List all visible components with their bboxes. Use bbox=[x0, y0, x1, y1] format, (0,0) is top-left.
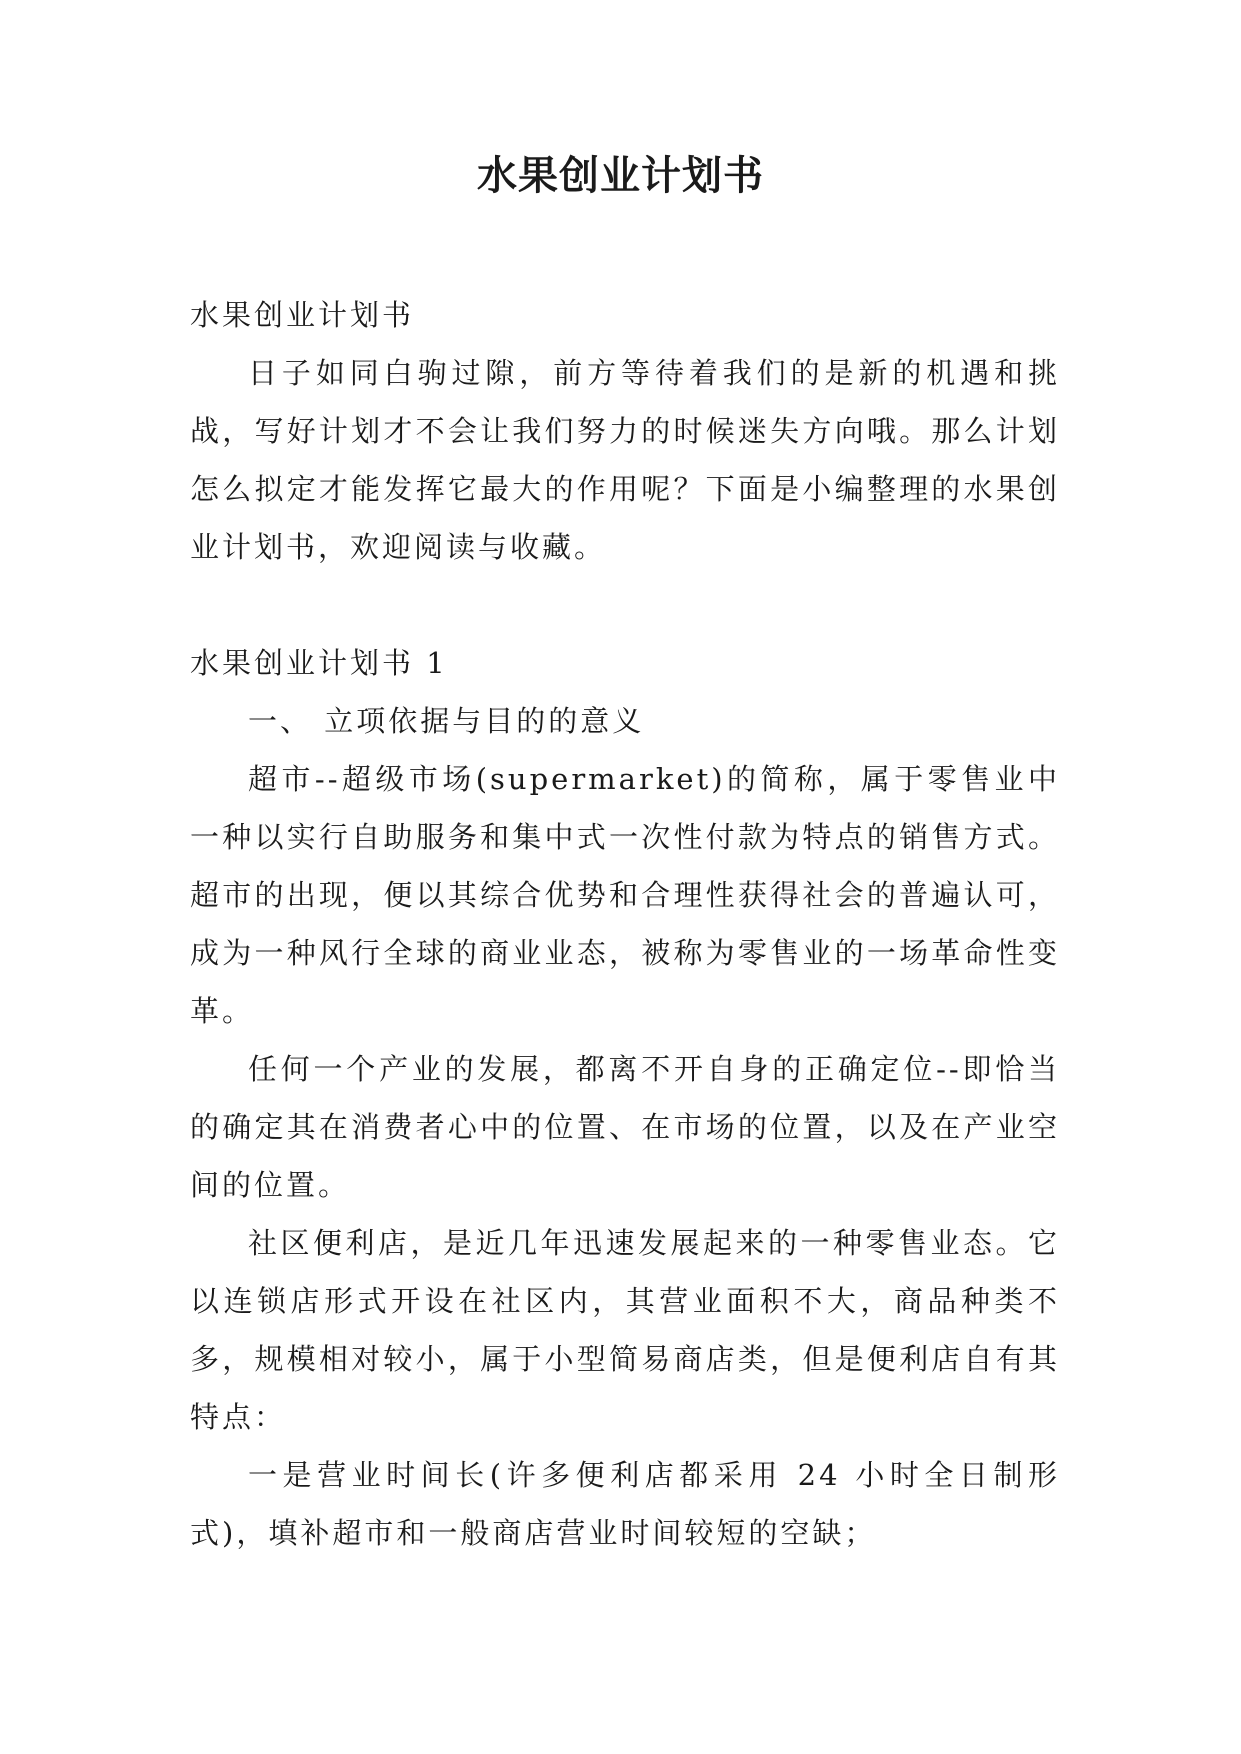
body-paragraph-business-hours: 一是营业时间长(许多便利店都采用 24 小时全日制形式)，填补超市和一般商店营业时间较短的空缺； bbox=[190, 1458, 1060, 1550]
body-paragraph-supermarket: 超市--超级市场(supermarket)的简称，属于零售业中一种以实行自助服务和集中式一次性付款为特点的销售方式。超市的出现，便以其综合优势和合理性获得社会的普遍认可，成为一种风行全球的商业业态，被称为零售业的一场革命性变革。 bbox=[190, 762, 1060, 1028]
intro-paragraph: 日子如同白驹过隙，前方等待着我们的是新的机遇和挑战，写好计划才不会让我们努力的时候迷失方向哦。那么计划怎么拟定才能发挥它最大的作用呢？下面是小编整理的水果创业计划书，欢迎阅读与收藏。 bbox=[190, 356, 1060, 564]
section-heading: 一、 立项依据与目的的意义 bbox=[248, 704, 645, 738]
body-paragraph-convenience-store: 社区便利店，是近几年迅速发展起来的一种零售业态。它以连锁店形式开设在社区内，其营业面积不大，商品种类不多，规模相对较小，属于小型简易商店类，但是便利店自有其特点： bbox=[190, 1226, 1060, 1434]
body-paragraph-positioning: 任何一个产业的发展，都离不开自身的正确定位--即恰当的确定其在消费者心中的位置、在市场的位置，以及在产业空间的位置。 bbox=[190, 1052, 1060, 1202]
document-title: 水果创业计划书 bbox=[477, 153, 764, 199]
document-body bbox=[190, 286, 1060, 1562]
paragraph-spacer bbox=[190, 576, 1060, 634]
section-title: 水果创业计划书 1 bbox=[190, 646, 448, 680]
document-subtitle: 水果创业计划书 bbox=[190, 298, 415, 332]
